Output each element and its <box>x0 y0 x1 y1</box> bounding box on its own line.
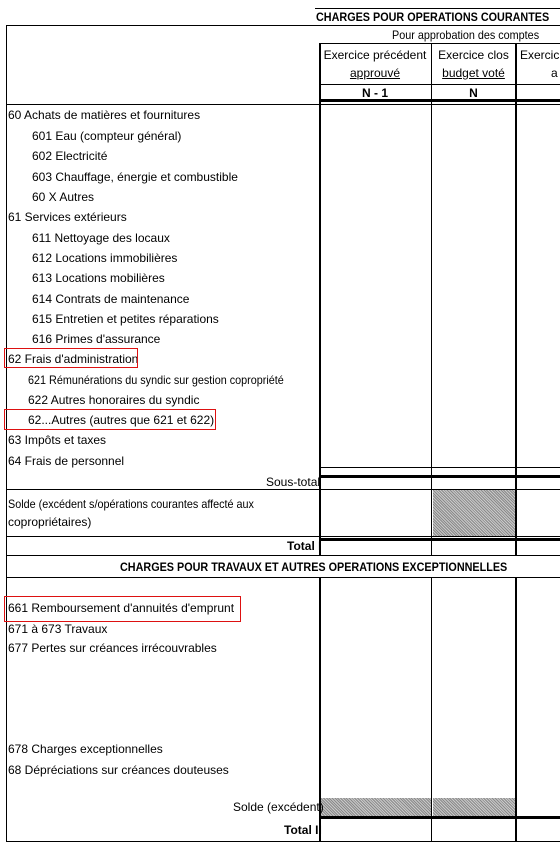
highlight-frais-administration <box>4 348 138 368</box>
table-rule <box>320 538 560 541</box>
account-row: 60 Achats de matières et fournitures <box>8 108 201 122</box>
col-next-label-2: a <box>551 66 558 80</box>
table-border <box>315 8 560 9</box>
table-rule <box>6 25 560 26</box>
table-rule <box>320 816 560 819</box>
section-title-current: CHARGES POUR OPERATIONS COURANTES <box>316 10 550 24</box>
table-rule <box>6 536 560 537</box>
account-row: 613 Locations mobilières <box>32 271 165 285</box>
table-rule <box>431 577 432 842</box>
account-row-highlighted: 62 Frais d'administration <box>8 352 139 366</box>
account-row: 601 Eau (compteur général) <box>32 129 182 143</box>
col-previous-label-1: Exercice précédent <box>323 48 427 62</box>
account-row: 602 Electricité <box>32 149 108 163</box>
account-row: 64 Frais de personnel <box>8 454 125 468</box>
subtotal-label: Sous-total <box>266 475 321 489</box>
col-previous-code: N - 1 <box>361 86 388 100</box>
hatched-cell <box>433 490 515 536</box>
account-row: 671 à 673 Travaux <box>8 622 108 636</box>
table-rule <box>320 43 560 44</box>
highlight-autres-62 <box>4 409 216 430</box>
col-closed-code: N <box>469 86 478 100</box>
account-row: 678 Charges exceptionnelles <box>8 742 163 756</box>
table-rule <box>515 577 517 842</box>
table-rule <box>6 25 7 842</box>
account-row: 612 Locations immobilières <box>32 251 178 265</box>
approbation-label: Pour approbation des comptes <box>392 28 540 42</box>
account-row: 621 Rémunérations du syndic sur gestion copropriété <box>28 373 284 387</box>
table-rule <box>320 84 560 85</box>
total-1-label: Total I <box>287 539 322 553</box>
solde-label-2: copropriétaires) <box>8 515 92 529</box>
account-row-highlighted: 62...Autres (autres que 621 et 622) <box>28 413 215 427</box>
section-title-exceptional: CHARGES POUR TRAVAUX ET AUTRES OPERATIONS EXCEPTIONNELLES <box>120 560 508 574</box>
account-row: 63 Impôts et taxes <box>8 433 107 447</box>
table-rule <box>515 43 517 556</box>
col-closed-label-2: budget voté <box>442 66 505 80</box>
account-row: 68 Dépréciations sur créances douteuses <box>8 763 229 777</box>
col-closed-label-1: Exercice clos <box>438 48 509 62</box>
hatched-cell <box>321 798 431 816</box>
highlight-remboursement-emprunt <box>4 596 241 622</box>
account-row: 61 Services extérieurs <box>8 210 127 224</box>
account-row-highlighted: 661 Remboursement d'annuités d'emprunt <box>8 601 235 615</box>
table-rule <box>6 555 560 556</box>
table-rule <box>320 467 560 468</box>
table-rule <box>6 104 560 105</box>
account-row: 611 Nettoyage des locaux <box>32 231 170 245</box>
account-row: 677 Pertes sur créances irrécouvrables <box>8 641 217 655</box>
solde-label-1: Solde (excédent s/opérations courantes affecté aux <box>8 497 254 511</box>
account-row: 622 Autres honoraires du syndic <box>28 393 200 407</box>
account-row: 603 Chauffage, énergie et combustible <box>32 170 238 184</box>
col-previous-label-2: approuvé <box>349 66 401 80</box>
table-rule <box>320 475 560 478</box>
account-row: 616 Primes d'assurance <box>32 332 161 346</box>
table-rule <box>6 577 560 578</box>
total-2-label: Total II <box>284 823 322 837</box>
account-row: 60 X Autres <box>32 190 95 204</box>
account-row: 615 Entretien et petites réparations <box>32 312 219 326</box>
solde-excedent-label: Solde (excédent) <box>233 800 324 814</box>
account-row: 614 Contrats de maintenance <box>32 292 190 306</box>
table-rule <box>6 841 560 842</box>
col-next-label-1: Exercic <box>520 48 560 62</box>
table-rule <box>431 43 432 556</box>
hatched-cell <box>433 798 515 816</box>
